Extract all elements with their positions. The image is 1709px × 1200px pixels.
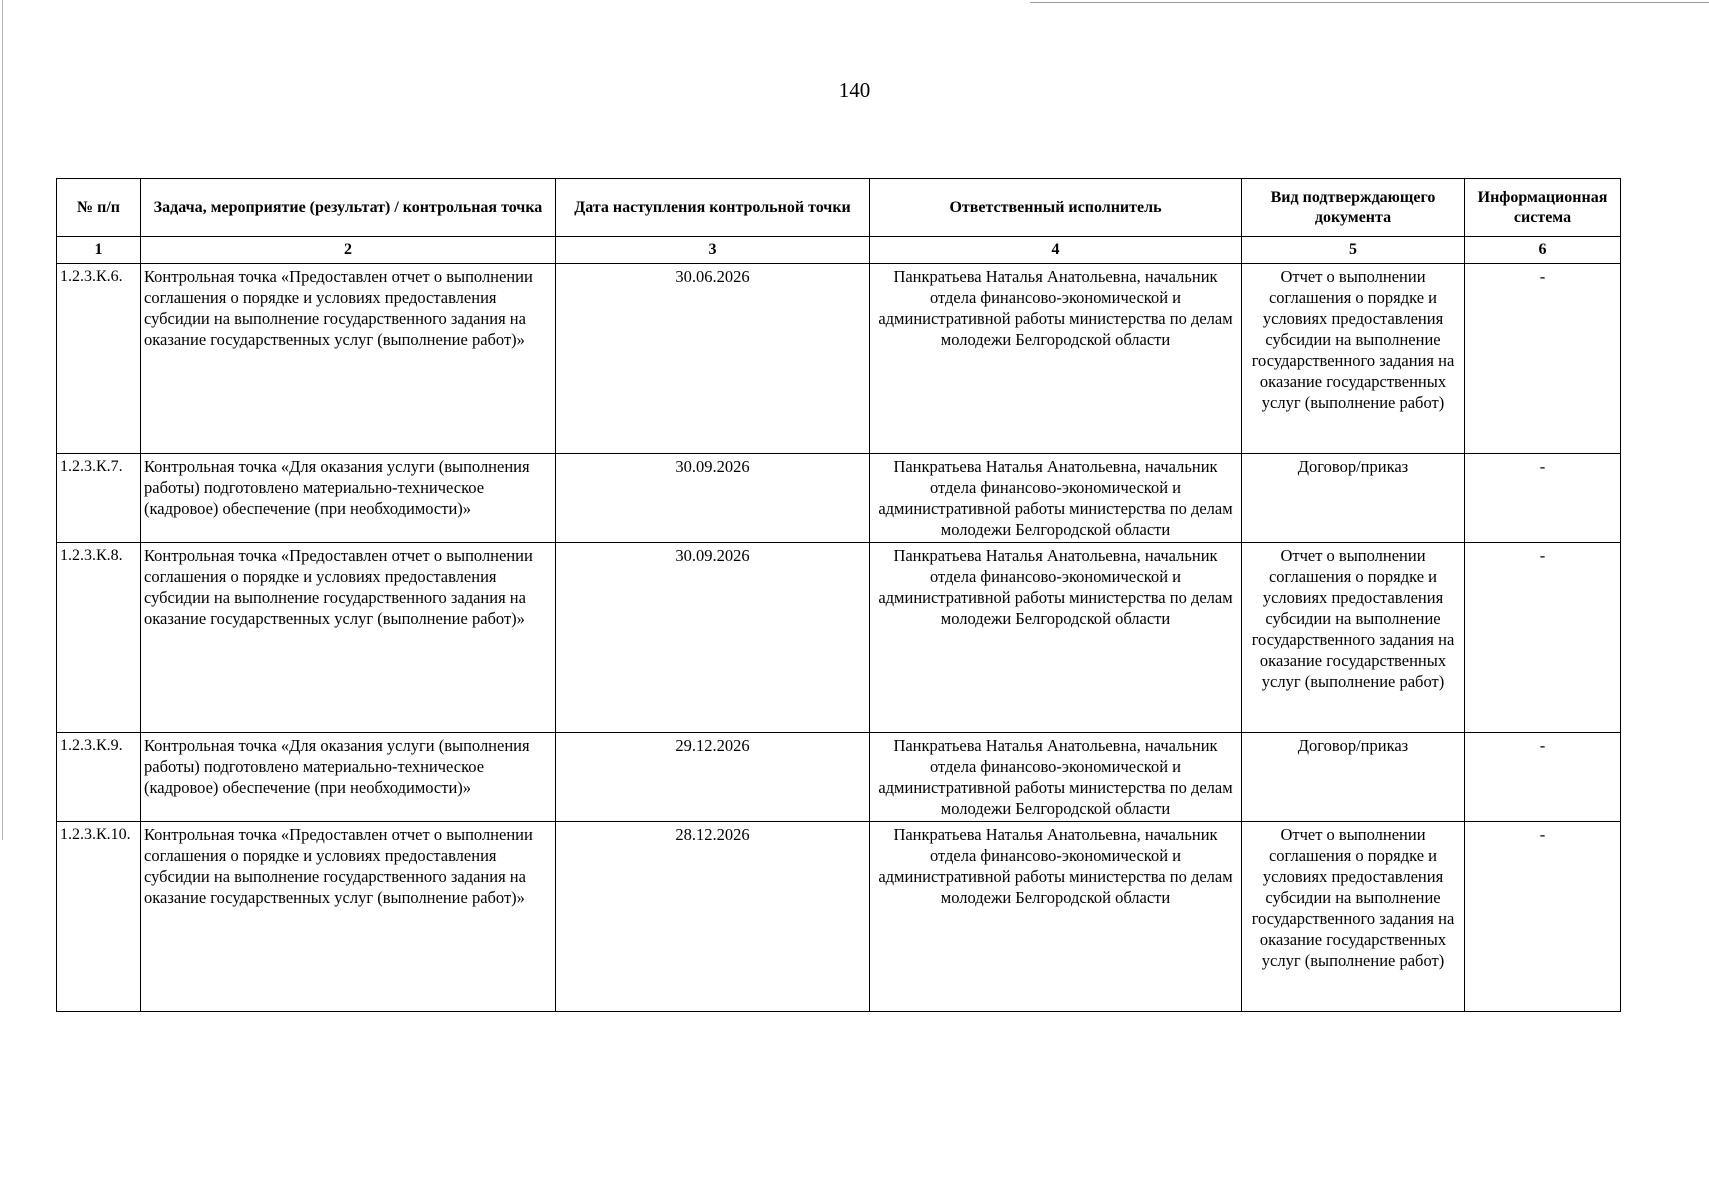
row-document: Договор/приказ: [1242, 733, 1465, 822]
row-date: 30.09.2026: [556, 543, 870, 733]
row-task: Контрольная точка «Предоставлен отчет о выполнении соглашения о порядке и условиях предоставления субсидии на выполнение государственного задания на оказание государственных услуг (выполнение работ)»: [141, 822, 556, 1012]
header-document: Вид подтверждающего документа: [1242, 179, 1465, 237]
row-executor: Панкратьева Наталья Анатольевна, начальник отдела финансово-экономической и административной работы министерства по делам молодежи Белгородской области: [870, 454, 1242, 543]
row-document: Договор/приказ: [1242, 454, 1465, 543]
table-row: [57, 733, 1621, 822]
column-number: 2: [141, 237, 556, 264]
row-system: -: [1465, 822, 1621, 1012]
row-task: Контрольная точка «Для оказания услуги (выполнения работы) подготовлено материально-техническое (кадровое) обеспечение (при необходимости)»: [141, 454, 556, 543]
row-system: -: [1465, 454, 1621, 543]
row-executor: Панкратьева Наталья Анатольевна, начальник отдела финансово-экономической и административной работы министерства по делам молодежи Белгородской области: [870, 543, 1242, 733]
header-system: Информационная система: [1465, 179, 1621, 237]
table-header-row: [57, 179, 1621, 237]
row-system: -: [1465, 733, 1621, 822]
row-date: 30.09.2026: [556, 454, 870, 543]
row-date: 28.12.2026: [556, 822, 870, 1012]
column-number: 3: [556, 237, 870, 264]
table-row: [57, 543, 1621, 733]
row-system: -: [1465, 543, 1621, 733]
page-number: 140: [838, 78, 871, 102]
row-task: Контрольная точка «Предоставлен отчет о выполнении соглашения о порядке и условиях предоставления субсидии на выполнение государственного задания на оказание государственных услуг (выполнение работ)»: [141, 264, 556, 454]
row-number: 1.2.3.К.8.: [57, 543, 141, 733]
row-document: Отчет о выполнении соглашения о порядке и условиях предоставления субсидии на выполнение государственного задания на оказание государственных услуг (выполнение работ): [1242, 264, 1465, 454]
header-number: № п/п: [57, 179, 141, 237]
scan-edge-top: [1030, 2, 1709, 3]
row-executor: Панкратьева Наталья Анатольевна, начальник отдела финансово-экономической и административной работы министерства по делам молодежи Белгородской области: [870, 822, 1242, 1012]
row-number: 1.2.3.К.9.: [57, 733, 141, 822]
column-number: 6: [1465, 237, 1621, 264]
row-number: 1.2.3.К.7.: [57, 454, 141, 543]
header-date: Дата наступления контрольной точки: [556, 179, 870, 237]
row-date: 30.06.2026: [556, 264, 870, 454]
row-executor: Панкратьева Наталья Анатольевна, начальник отдела финансово-экономической и административной работы министерства по делам молодежи Белгородской области: [870, 733, 1242, 822]
row-number: 1.2.3.К.10.: [57, 822, 141, 1012]
column-number: 5: [1242, 237, 1465, 264]
column-number: 1: [57, 237, 141, 264]
header-executor: Ответственный исполнитель: [870, 179, 1242, 237]
row-task: Контрольная точка «Предоставлен отчет о выполнении соглашения о порядке и условиях предоставления субсидии на выполнение государственного задания на оказание государственных услуг (выполнение работ)»: [141, 543, 556, 733]
row-number: 1.2.3.К.6.: [57, 264, 141, 454]
row-system: -: [1465, 264, 1621, 454]
header-task: Задача, мероприятие (результат) / контрольная точка: [141, 179, 556, 237]
row-executor: Панкратьева Наталья Анатольевна, начальник отдела финансово-экономической и административной работы министерства по делам молодежи Белгородской области: [870, 264, 1242, 454]
row-date: 29.12.2026: [556, 733, 870, 822]
control-points-table: [56, 178, 1621, 1012]
table-row: [57, 822, 1621, 1012]
row-document: Отчет о выполнении соглашения о порядке и условиях предоставления субсидии на выполнение государственного задания на оказание государственных услуг (выполнение работ): [1242, 543, 1465, 733]
row-task: Контрольная точка «Для оказания услуги (выполнения работы) подготовлено материально-техническое (кадровое) обеспечение (при необходимости)»: [141, 733, 556, 822]
table-row: [57, 264, 1621, 454]
row-document: Отчет о выполнении соглашения о порядке и условиях предоставления субсидии на выполнение государственного задания на оказание государственных услуг (выполнение работ): [1242, 822, 1465, 1012]
column-number: 4: [870, 237, 1242, 264]
table-row: [57, 454, 1621, 543]
scan-edge-left: [2, 0, 3, 840]
column-number-row: [57, 237, 1621, 264]
